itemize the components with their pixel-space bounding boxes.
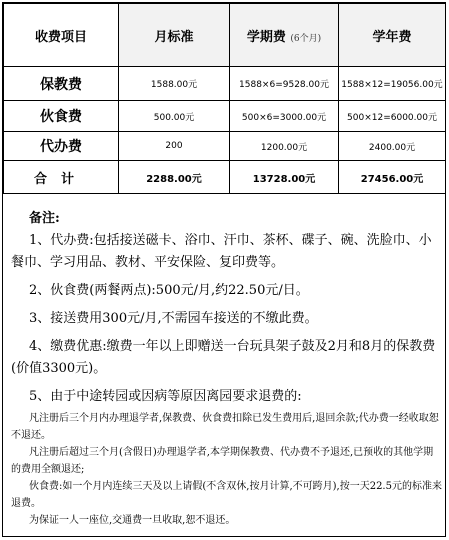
table-row: [4, 132, 446, 161]
row-name: 保教费: [4, 67, 119, 101]
row-semester: 1588×6=9528.00元: [230, 67, 339, 101]
row-semester: 500×6=3000.00元: [230, 101, 339, 132]
total-label: 合计: [4, 161, 119, 194]
row-monthly: 200: [119, 132, 230, 161]
row-semester: 1200.00元: [230, 132, 339, 161]
note-item: 1、代办费:包括接送磁卡、浴巾、汗巾、茶杯、碟子、碗、洗脸巾、小餐巾、学习用品、教材、平安保险、复印费等。: [11, 233, 432, 270]
fee-table: [3, 3, 446, 194]
note-detail: 凡注册后超过三个月(含假日)办理退学者,本学期保教费、代办费不予退还,已预收的其他学期的费用全额退还;: [11, 447, 434, 475]
note-detail: 为保证一人一座位,交通费一旦收取,恕不退还。: [29, 515, 236, 526]
row-name: 代办费: [4, 132, 119, 161]
total-yearly: 27456.00元: [339, 161, 446, 194]
header-semester-note: (6个月): [290, 33, 322, 44]
row-monthly: 500.00元: [119, 101, 230, 132]
note-item: 2、伙食费(两餐两点):500元/月,约22.50元/日。: [29, 283, 309, 298]
header-item: 收费项目: [4, 4, 119, 67]
row-monthly: 1588.00元: [119, 67, 230, 101]
row-name: 伙食费: [4, 101, 119, 132]
header-semester: [230, 4, 339, 67]
notes-title: 备注:: [29, 211, 60, 226]
notes-section: [11, 208, 443, 529]
note-item: 4、缴费优惠:缴费一年以上即赠送一台玩具架子鼓及2月和8月的保教费(价值3300元)。: [11, 339, 436, 376]
note-item: 3、接送费用300元/月,不需园车接送的不缴此费。: [29, 311, 318, 326]
fee-document: [2, 2, 446, 537]
note-detail: 凡注册后三个月内办理退学者,保教费、伙食费扣除已发生费用后,退回余款;代办费一经收取恕不退还。: [11, 413, 439, 441]
row-yearly: 1588×12=19056.00元: [339, 67, 446, 101]
table-row: [4, 101, 446, 132]
note-item: 5、由于中途转园或因病等原因离园要求退费的:: [29, 389, 302, 404]
row-yearly: 500×12=6000.00元: [339, 101, 446, 132]
note-detail: 伙食费:如一个月内连续三天及以上请假(不含双休,按月计算,不可跨月),按一天22.5元的标准来退费。: [11, 481, 442, 509]
total-row: [4, 161, 446, 194]
total-monthly: 2288.00元: [119, 161, 230, 194]
table-row: [4, 67, 446, 101]
header-yearly: 学年费: [339, 4, 446, 67]
total-semester: 13728.00元: [230, 161, 339, 194]
table-header-row: [4, 4, 446, 67]
header-semester-label: 学期费: [246, 29, 286, 45]
row-yearly: 2400.00元: [339, 132, 446, 161]
header-monthly: 月标准: [119, 4, 230, 67]
